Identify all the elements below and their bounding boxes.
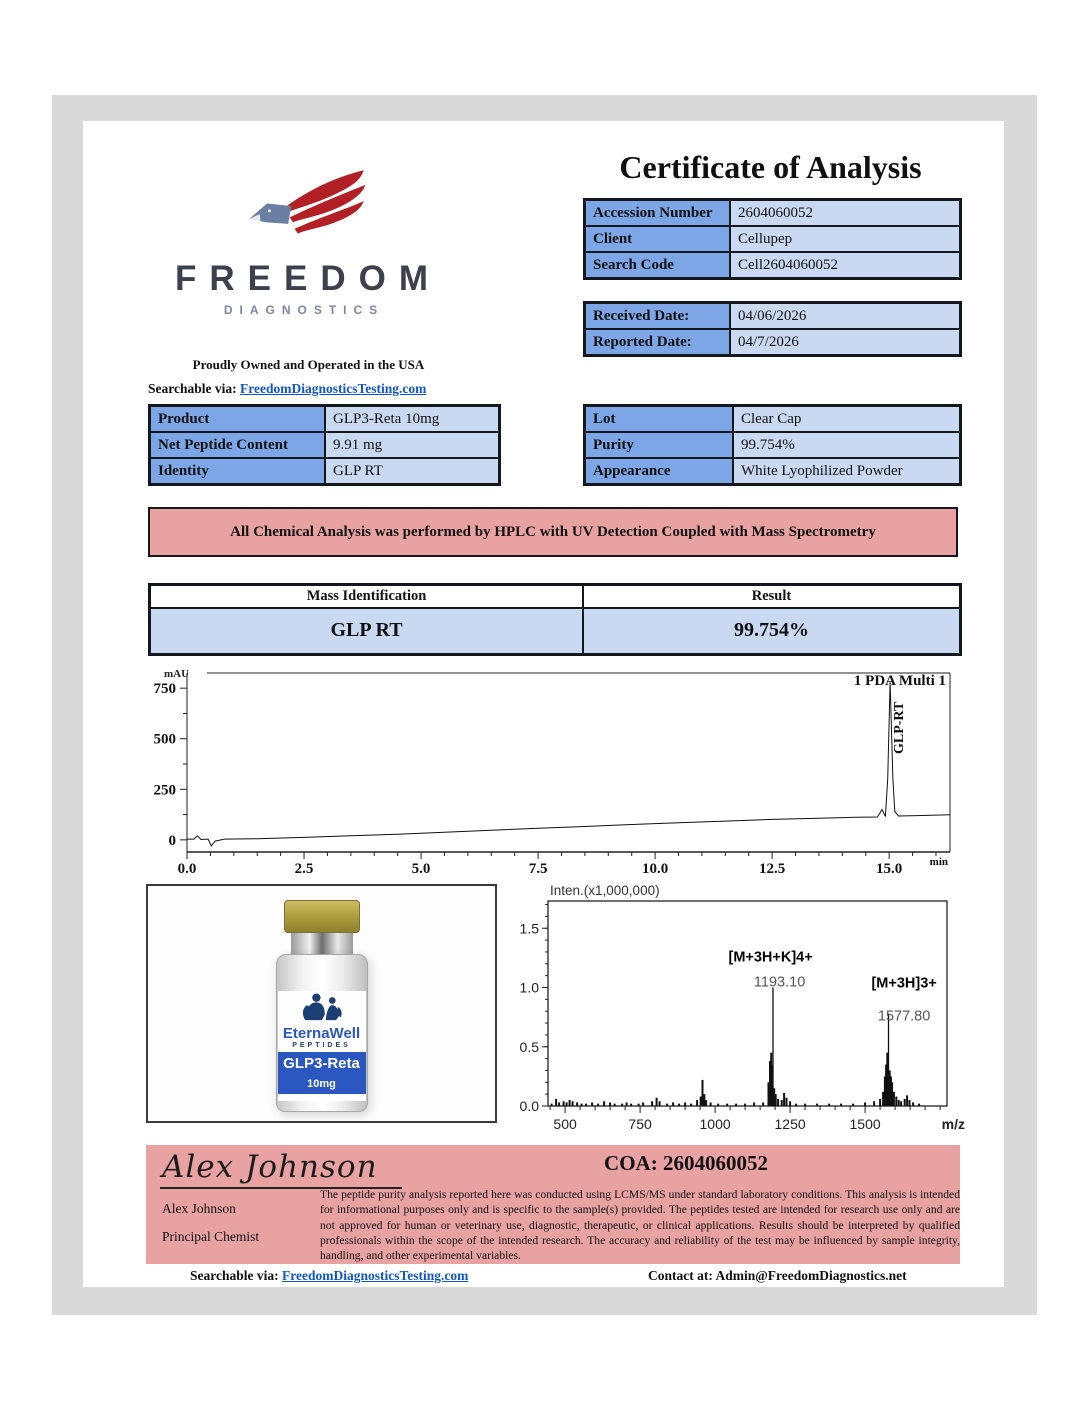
svg-text:[M+3H+K]4+: [M+3H+K]4+ — [728, 949, 813, 966]
product-table — [148, 404, 501, 486]
table-value: GLP3-Reta 10mg — [325, 406, 499, 432]
svg-text:250: 250 — [153, 782, 176, 799]
table-label: Product — [150, 406, 325, 432]
svg-text:Inten.(x1,000,000): Inten.(x1,000,000) — [550, 883, 660, 898]
mass-table-value: 99.754% — [583, 608, 960, 654]
vial-brand-sub: PEPTIDES — [292, 1042, 351, 1049]
svg-text:0: 0 — [168, 832, 176, 849]
svg-text:1250: 1250 — [774, 1116, 806, 1132]
eagle-flag-icon — [241, 161, 371, 259]
table-value: Cell2604060052 — [730, 252, 960, 278]
table-label: Client — [585, 226, 730, 252]
searchable-link-top[interactable]: FreedomDiagnosticsTesting.com — [240, 381, 427, 396]
footer-searchable-link[interactable]: FreedomDiagnosticsTesting.com — [282, 1268, 469, 1283]
svg-text:m/z: m/z — [941, 1116, 965, 1132]
usa-tagline: Proudly Owned and Operated in the USA — [192, 357, 425, 372]
svg-text:0.5: 0.5 — [520, 1038, 539, 1055]
accession-table — [583, 198, 962, 280]
svg-text:1 PDA Multi 1: 1 PDA Multi 1 — [853, 673, 946, 689]
svg-text:1000: 1000 — [699, 1116, 731, 1132]
table-value: 04/7/2026 — [730, 329, 960, 355]
svg-text:500: 500 — [153, 731, 176, 748]
table-label: Accession Number — [585, 200, 730, 226]
signer-name: Alex Johnson — [162, 1201, 236, 1216]
svg-text:mAU: mAU — [164, 668, 190, 680]
mass-table-header: Result — [583, 585, 960, 608]
lot-table — [583, 404, 962, 486]
table-value: 04/06/2026 — [730, 303, 960, 329]
vial-cap — [284, 900, 360, 933]
vial-product-name: GLP3-Reta — [278, 1052, 366, 1076]
table-value: 2604060052 — [730, 200, 960, 226]
svg-text:1500: 1500 — [849, 1116, 881, 1132]
vial-label — [278, 991, 366, 1101]
table-label: Reported Date: — [585, 329, 730, 355]
svg-text:750: 750 — [628, 1116, 652, 1132]
signature-script: Alex Johnson — [160, 1149, 402, 1189]
disclaimer-text: The peptide purity analysis reported here was conducted using LCMS/MS under standard laboratory conditions. This analysis is intended for informational purposes only and is specific to the sample(s) provided. The peptides tested are intended for research use only and are not approved for human or veterinary use, diagnostic, therapeutic, or clinical applications. Results should be interpreted by qualified professionals within the scope of the intended research. The accuracy and reliability of the test may be influenced by sample integrity, handling, and other experimental variables. — [320, 1188, 960, 1263]
svg-text:1193.10: 1193.10 — [753, 974, 806, 991]
svg-text:min: min — [929, 856, 948, 868]
bodybuilder-figures-icon — [294, 992, 350, 1022]
svg-text:GLP-RT: GLP-RT — [892, 701, 908, 754]
hplc-chromatogram-plot — [150, 659, 965, 881]
table-value: White Lyophilized Powder — [733, 458, 960, 484]
svg-text:750: 750 — [153, 681, 176, 698]
svg-text:5.0: 5.0 — [411, 861, 431, 877]
page-title: Certificate of Analysis — [619, 149, 922, 185]
logo-name: FREEDOM — [175, 259, 441, 298]
vial-neck — [291, 933, 353, 955]
svg-text:10.0: 10.0 — [641, 861, 669, 877]
svg-text:0.0: 0.0 — [177, 861, 197, 877]
svg-text:0.0: 0.0 — [520, 1098, 539, 1114]
method-banner: All Chemical Analysis was performed by HPLC with UV Detection Coupled with Mass Spectrometry — [148, 507, 958, 557]
vial-photo — [272, 892, 372, 1118]
searchable-line-top — [148, 381, 426, 397]
signer-title: Principal Chemist — [162, 1229, 260, 1244]
table-value: GLP RT — [325, 458, 499, 484]
table-label: Lot — [585, 406, 733, 432]
table-value: Clear Cap — [733, 406, 960, 432]
mass-table-value: GLP RT — [150, 608, 583, 654]
vial-brand: EternaWell — [282, 1025, 361, 1042]
table-value: 99.754% — [733, 432, 960, 458]
footer-searchable-label: Searchable via: — [190, 1268, 279, 1283]
table-label: Search Code — [585, 252, 730, 278]
svg-text:15.0: 15.0 — [876, 861, 903, 877]
svg-text:12.5: 12.5 — [758, 861, 786, 877]
svg-text:1.5: 1.5 — [520, 920, 539, 937]
vial-body — [276, 954, 368, 1112]
table-label: Received Date: — [585, 303, 730, 329]
searchable-label: Searchable via: — [148, 381, 237, 396]
table-label: Purity — [585, 432, 733, 458]
table-label: Identity — [150, 458, 325, 484]
svg-text:1577.80: 1577.80 — [877, 1008, 931, 1025]
vial-dose: 10mg — [278, 1076, 366, 1094]
table-value: Cellupep — [730, 226, 960, 252]
mass-table-header: Mass Identification — [150, 585, 583, 608]
logo-subtitle: DIAGNOSTICS — [223, 303, 385, 317]
table-value: 9.91 mg — [325, 432, 499, 458]
dates-table — [583, 301, 962, 357]
certificate-page — [83, 121, 1004, 1287]
coa-number: COA: 2604060052 — [604, 1151, 768, 1175]
svg-text:2.5: 2.5 — [294, 861, 314, 877]
table-label: Net Peptide Content — [150, 432, 325, 458]
mass-identification-table — [148, 583, 962, 656]
vial-photo-frame — [146, 884, 497, 1123]
svg-text:500: 500 — [553, 1116, 577, 1132]
svg-text:7.5: 7.5 — [528, 861, 548, 877]
svg-text:1.0: 1.0 — [520, 979, 539, 996]
footer-searchable — [190, 1268, 468, 1284]
table-label: Appearance — [585, 458, 733, 484]
signature-block — [146, 1145, 960, 1264]
svg-text:[M+3H]3+: [M+3H]3+ — [871, 975, 937, 992]
mass-spectrum-plot — [520, 881, 975, 1153]
mass-spectrum — [520, 881, 975, 1153]
footer-contact: Contact at: Admin@FreedomDiagnostics.net — [648, 1268, 907, 1283]
hplc-chromatogram — [150, 659, 965, 881]
